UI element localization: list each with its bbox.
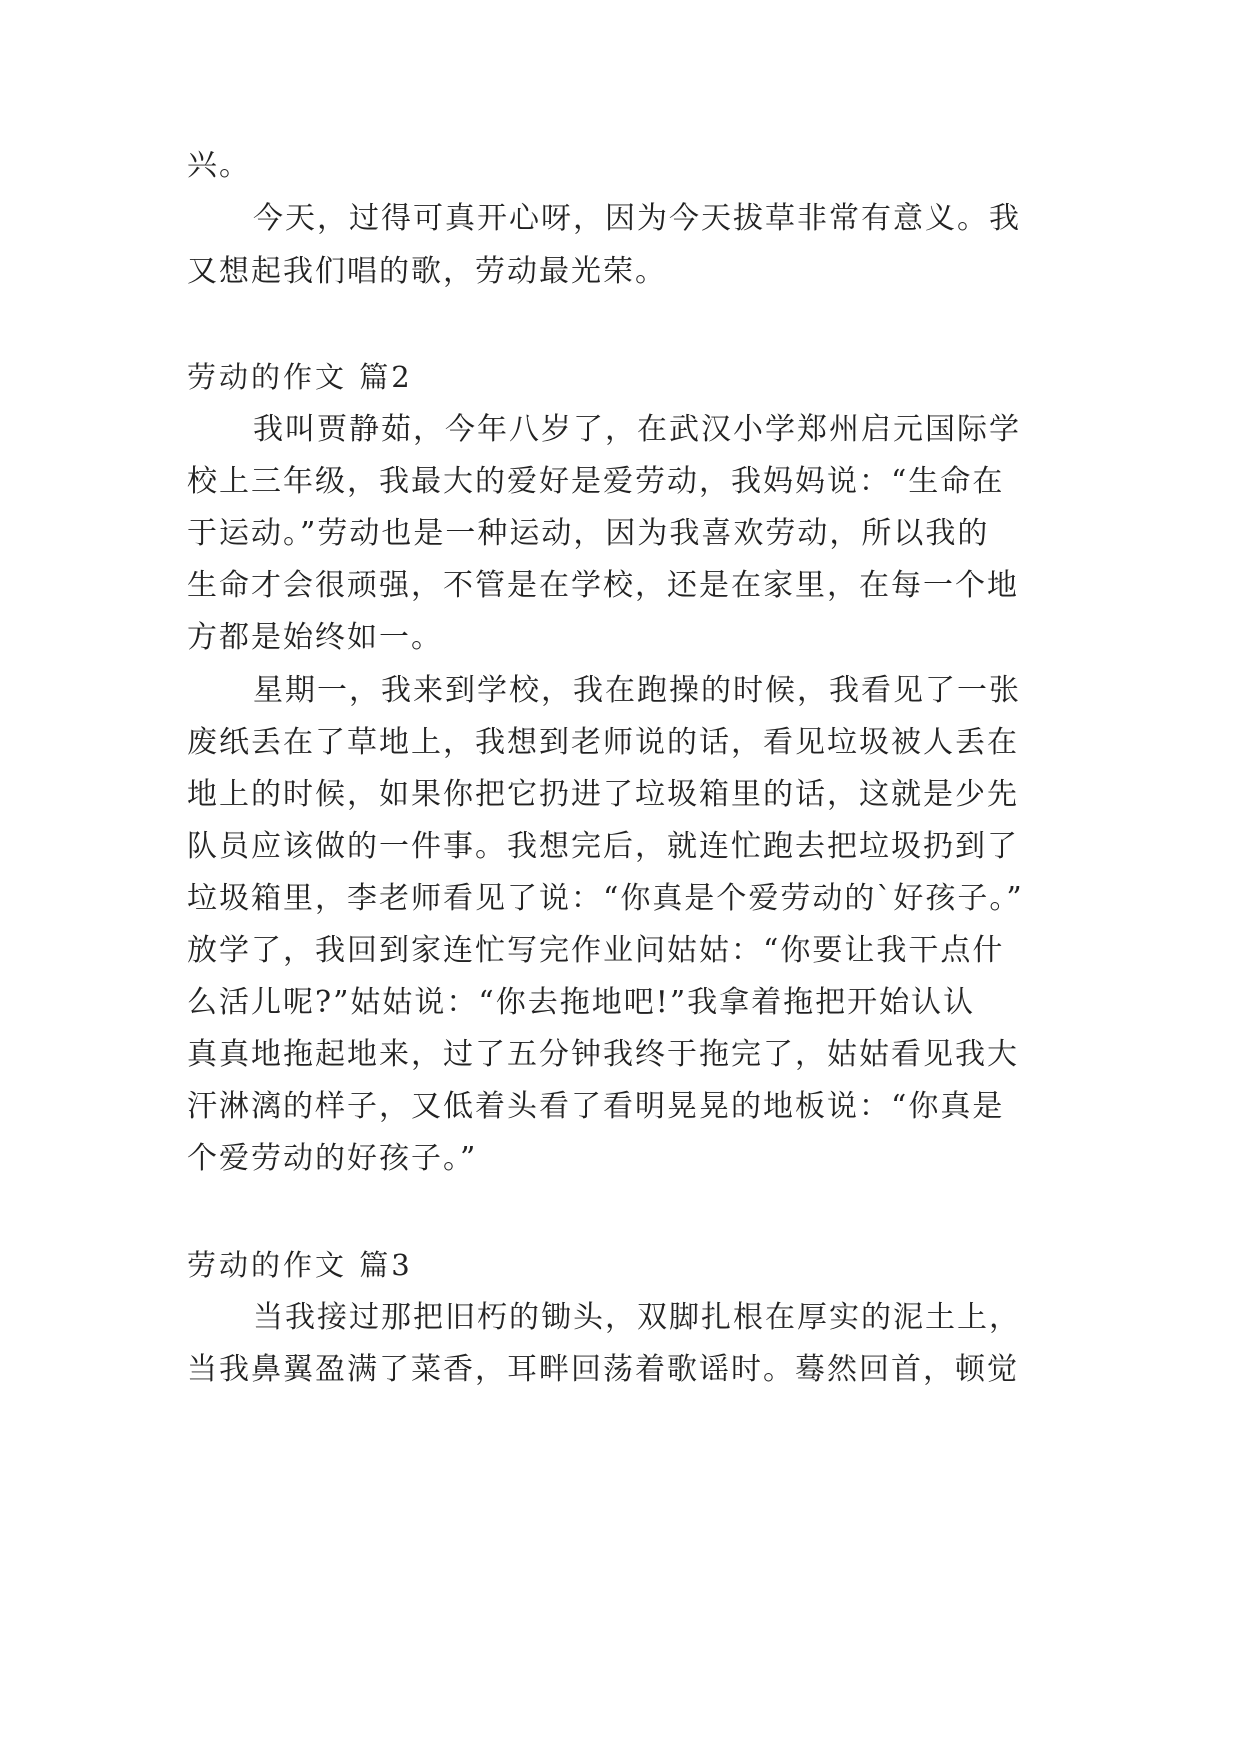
paragraph-line: 星期一，我来到学校，我在跑操的时候，我看见了一张 [253,673,1021,708]
paragraph-line: 当我接过那把旧朽的锄头，双脚扎根在厚实的泥土上， [253,1300,1021,1335]
section-heading: 劳动的作文 篇3 [187,1248,413,1282]
paragraph-line: 真真地拖起地来，过了五分钟我终于拖完了，姑姑看见我大 [187,1037,1019,1072]
paragraph-line: 生命才会很顽强，不管是在学校，还是在家里，在每一个地 [187,568,1019,603]
section-heading: 劳动的作文 篇2 [187,360,413,394]
paragraph-line: 今天，过得可真开心呀，因为今天拔草非常有意义。我 [253,201,1021,236]
paragraph-line: 兴。 [187,148,251,183]
paragraph-line: 汗淋漓的样子，又低着头看了看明晃晃的地板说：“你真是 [187,1089,1005,1124]
paragraph-line: 当我鼻翼盈满了菜香，耳畔回荡着歌谣时。蓦然回首，顿觉 [187,1352,1019,1387]
paragraph-line: 地上的时候，如果你把它扔进了垃圾箱里的话，这就是少先 [187,777,1019,812]
paragraph-line: 队员应该做的一件事。我想完后，就连忙跑去把垃圾扔到了 [187,829,1019,864]
paragraph-line: 于运动。”劳动也是一种运动，因为我喜欢劳动，所以我的 [187,516,990,551]
paragraph-line: 又想起我们唱的歌，劳动最光荣。 [187,254,667,289]
paragraph-line: 个爱劳动的好孩子。” [187,1141,478,1176]
paragraph-line: 我叫贾静茹，今年八岁了，在武汉小学郑州启元国际学 [253,412,1021,447]
paragraph-line: 么活儿呢?”姑姑说：“你去拖地吧!”我拿着拖把开始认认 [187,985,976,1020]
paragraph-line: 垃圾箱里，李老师看见了说：“你真是个爱劳动的`好孩子。” [187,881,1024,916]
paragraph-line: 方都是始终如一。 [187,620,443,655]
paragraph-line: 废纸丢在了草地上，我想到老师说的话，看见垃圾被人丢在 [187,725,1019,760]
paragraph-line: 校上三年级，我最大的爱好是爱劳动，我妈妈说：“生命在 [187,464,1005,499]
paragraph-line: 放学了，我回到家连忙写完作业问姑姑：“你要让我干点什 [187,933,1005,968]
